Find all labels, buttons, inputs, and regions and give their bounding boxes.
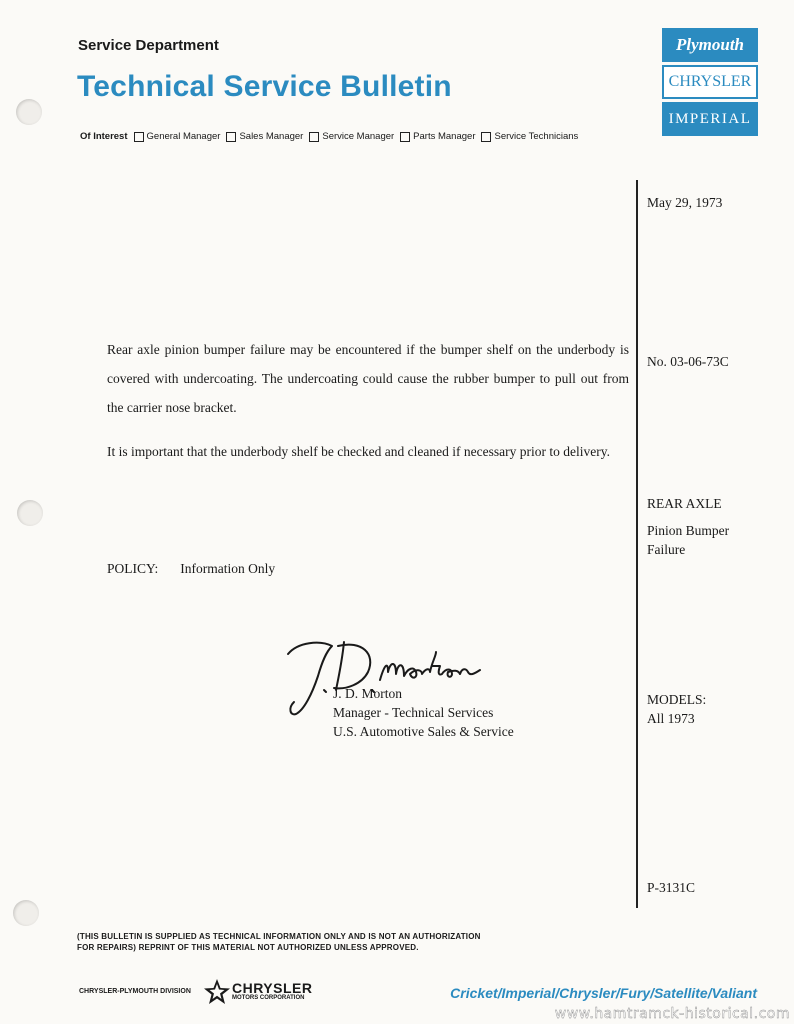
corp-name: CHRYSLER (232, 980, 313, 996)
models-value: All 1973 (647, 711, 695, 726)
subject-line-2: Failure (647, 542, 686, 557)
binder-hole-middle (17, 500, 43, 526)
signer-name: J. D. Morton (333, 686, 403, 701)
imperial-logo: IMPERIAL (662, 102, 758, 136)
disclaimer-line-1: (THIS BULLETIN IS SUPPLIED AS TECHNICAL INFORMATION ONLY AND IS NOT AN AUTHORIZATION (77, 932, 481, 941)
signer-organization: U.S. Automotive Sales & Service (333, 724, 514, 739)
subject-line-1: Pinion Bumper (647, 523, 730, 538)
models-heading: MODELS: (647, 692, 707, 707)
corp-subtitle: MOTORS CORPORATION (232, 995, 305, 1001)
interest-option-service-technicians: Service Technicians (481, 131, 578, 142)
chrysler-corp-logo (232, 982, 313, 1002)
policy-line (107, 561, 275, 577)
form-number: P-3131C (647, 880, 696, 895)
interest-option-general-manager: General Manager (134, 131, 221, 142)
binder-hole-bottom (13, 900, 39, 926)
bulletin-number: No. 03-06-73C (647, 354, 729, 369)
disclaimer-line-2: FOR REPAIRS) REPRINT OF THIS MATERIAL NOT AUTHORIZED UNLESS APPROVED. (77, 943, 419, 952)
interest-option-parts-manager: Parts Manager (400, 131, 475, 142)
policy-value: Information Only (180, 561, 276, 576)
subject-heading: REAR AXLE (647, 496, 722, 511)
interest-option-sales-manager: Sales Manager (226, 131, 303, 142)
interest-option-service-manager: Service Manager (309, 131, 394, 142)
signer-title: Manager - Technical Services (333, 705, 494, 720)
bulletin-title: Technical Service Bulletin (77, 70, 452, 103)
checkbox-icon (309, 132, 319, 142)
checkbox-icon (481, 132, 491, 142)
pentastar-icon (203, 978, 231, 1006)
division-label: CHRYSLER-PLYMOUTH DIVISION (79, 988, 191, 995)
plymouth-logo: Plymouth (662, 28, 758, 62)
binder-hole-top (16, 99, 42, 125)
body-paragraph-2: It is important that the underbody shelf be checked and cleaned if necessary prior to delivery. (107, 444, 610, 459)
disclaimer (77, 931, 481, 953)
watermark: www.hamtramck-historical.com (554, 1006, 790, 1022)
policy-label: POLICY: (107, 561, 159, 576)
checkbox-icon (134, 132, 144, 142)
brand-logo-stack (662, 28, 758, 136)
chrysler-logo: CHRYSLER (662, 65, 758, 99)
department-label: Service Department (78, 37, 219, 54)
of-interest-label: Of Interest (80, 131, 128, 142)
model-lineup: Cricket/Imperial/Chrysler/Fury/Satellite/Valiant (450, 985, 757, 1001)
of-interest-row (80, 131, 584, 142)
signature-block (333, 684, 514, 741)
bulletin-date: May 29, 1973 (647, 195, 723, 210)
checkbox-icon (400, 132, 410, 142)
sidebar-divider (636, 180, 638, 908)
body-paragraph-1: Rear axle pinion bumper failure may be encountered if the bumper shelf on the underbody is covered with undercoating. The undercoating could cause the rubber bumper to pull out from the carrier nose bracket. (107, 342, 629, 415)
checkbox-icon (226, 132, 236, 142)
